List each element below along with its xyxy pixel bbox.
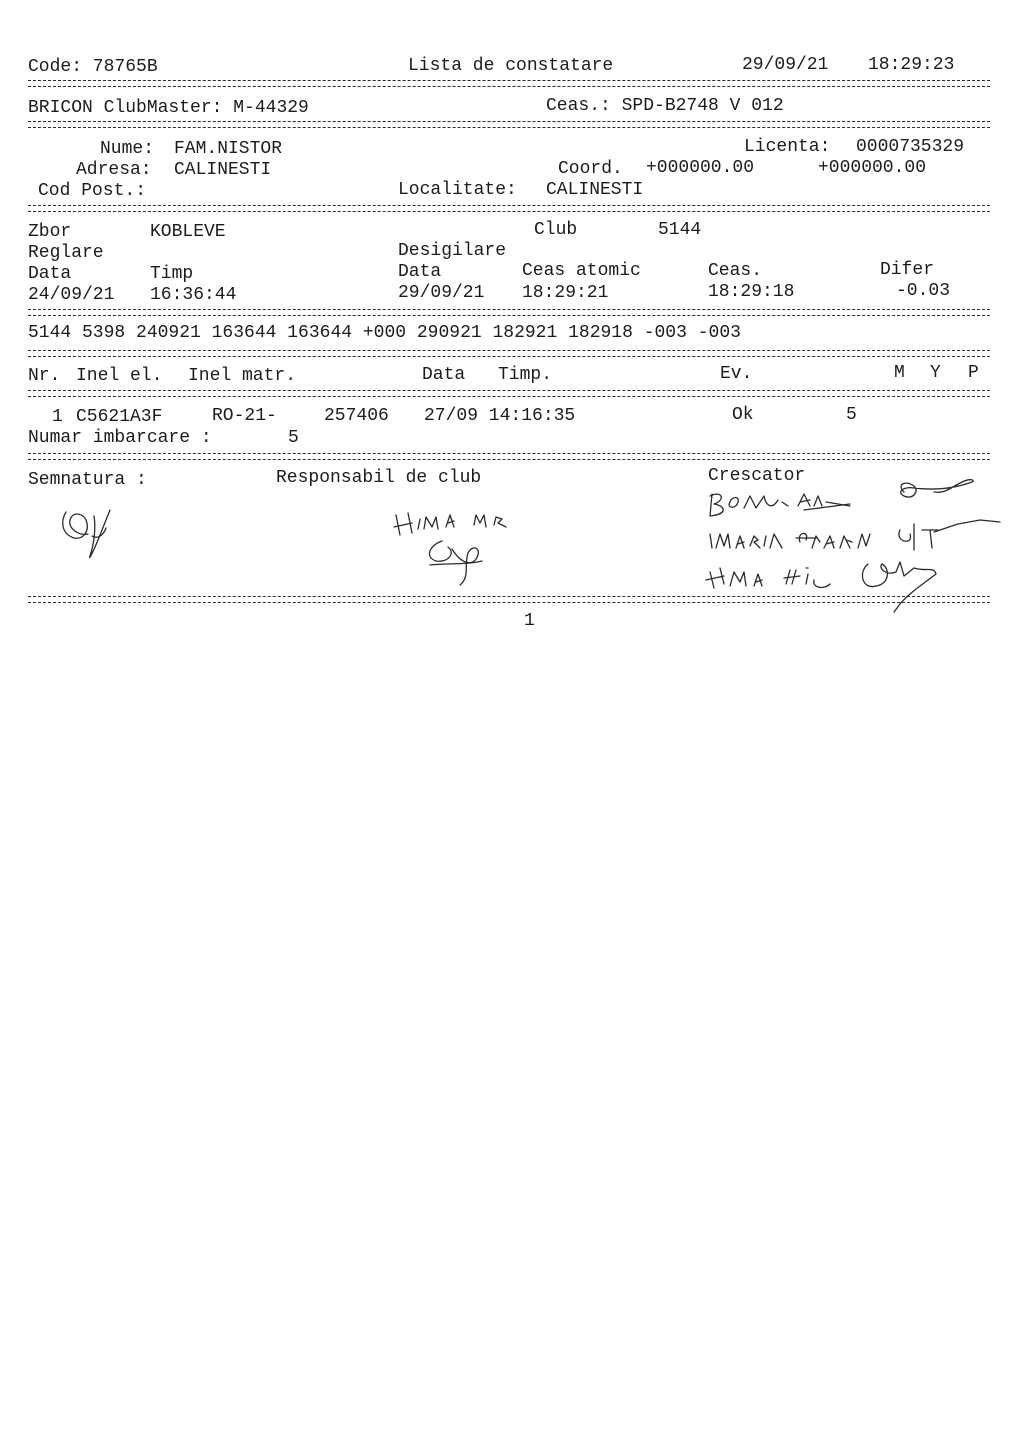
document-code: Code: 78765B bbox=[28, 57, 158, 77]
clock-label: Ceas. bbox=[708, 261, 763, 281]
setting-label: Reglare bbox=[28, 243, 104, 263]
row-nr: 1 bbox=[52, 407, 63, 427]
separator bbox=[28, 602, 990, 603]
difference-label: Difer bbox=[880, 260, 935, 280]
unsealing-date: 29/09/21 bbox=[398, 283, 485, 303]
col-header-ring-el: Inel el. bbox=[76, 366, 163, 386]
licence-number: 0000735329 bbox=[856, 137, 965, 157]
row-ev: Ok bbox=[732, 405, 754, 425]
signature-label: Semnatura : bbox=[28, 470, 147, 490]
clock-id: Ceas.: SPD-B2748 V 012 bbox=[546, 96, 784, 116]
setting-time: 16:36:44 bbox=[150, 285, 237, 305]
address-label: Adresa: bbox=[76, 160, 152, 180]
postcode-label: Cod Post.: bbox=[38, 181, 147, 201]
clock-code-line: 5144 5398 240921 163644 163644 +000 290921 182921 182918 -003 -003 bbox=[28, 323, 741, 343]
col-header-m: M bbox=[894, 363, 905, 383]
separator bbox=[28, 315, 990, 316]
print-time: 18:29:23 bbox=[868, 55, 955, 75]
separator bbox=[28, 309, 990, 310]
coord-label: Coord. bbox=[558, 159, 623, 179]
separator bbox=[28, 80, 990, 81]
separator bbox=[28, 453, 990, 454]
col-header-time: Timp. bbox=[498, 365, 553, 385]
flight-name: KOBLEVE bbox=[150, 222, 226, 242]
unsealing-date-label: Data bbox=[398, 262, 442, 282]
atomic-time: 18:29:21 bbox=[522, 283, 609, 303]
separator bbox=[28, 390, 990, 391]
club-number: 5144 bbox=[658, 220, 702, 240]
time-difference: -0.03 bbox=[896, 281, 951, 301]
separator bbox=[28, 121, 990, 122]
separator bbox=[28, 350, 990, 351]
owner-address: CALINESTI bbox=[174, 160, 272, 180]
col-header-y: Y bbox=[930, 363, 941, 383]
row-ring-number: 257406 bbox=[324, 406, 389, 426]
setting-time-label: Timp bbox=[150, 264, 194, 284]
boarding-count: 5 bbox=[288, 428, 299, 448]
breeder-label: Crescator bbox=[708, 466, 806, 486]
page-number: 1 bbox=[524, 611, 535, 631]
print-date: 29/09/21 bbox=[742, 55, 829, 75]
owner-name: FAM.NISTOR bbox=[174, 139, 283, 159]
setting-date: 24/09/21 bbox=[28, 285, 115, 305]
name-label: Nume: bbox=[100, 139, 155, 159]
club-responsible-label: Responsabil de club bbox=[276, 468, 482, 488]
row-ring-el: C5621A3F bbox=[76, 407, 163, 427]
boarding-label: Numar imbarcare : bbox=[28, 428, 212, 448]
row-value: 5 bbox=[846, 405, 857, 425]
flight-label: Zbor bbox=[28, 222, 72, 242]
signature-breeder bbox=[700, 472, 1000, 612]
clock-time: 18:29:18 bbox=[708, 282, 795, 302]
document-title: Lista de constatare bbox=[408, 56, 614, 76]
col-header-ring-matr: Inel matr. bbox=[188, 366, 297, 386]
licence-label: Licenta: bbox=[744, 137, 831, 157]
row-ring-prefix: RO-21- bbox=[212, 406, 277, 426]
separator bbox=[28, 356, 990, 357]
clubmaster-id: BRICON ClubMaster: M-44329 bbox=[28, 98, 309, 118]
coord-x: +000000.00 bbox=[646, 158, 755, 178]
separator bbox=[28, 127, 990, 128]
separator bbox=[28, 459, 990, 460]
separator bbox=[28, 211, 990, 212]
col-header-ev: Ev. bbox=[720, 364, 753, 384]
col-header-nr: Nr. bbox=[28, 366, 61, 386]
owner-locality: CALINESTI bbox=[546, 180, 644, 200]
club-label: Club bbox=[534, 220, 578, 240]
separator bbox=[28, 396, 990, 397]
locality-label: Localitate: bbox=[398, 180, 517, 200]
coord-y: +000000.00 bbox=[818, 158, 927, 178]
separator bbox=[28, 596, 990, 597]
col-header-p: P bbox=[968, 363, 979, 383]
row-datetime: 27/09 14:16:35 bbox=[424, 406, 576, 426]
signature-left bbox=[58, 500, 128, 572]
col-header-date: Data bbox=[422, 365, 466, 385]
separator bbox=[28, 205, 990, 206]
setting-date-label: Data bbox=[28, 264, 72, 284]
separator bbox=[28, 86, 990, 87]
unsealing-label: Desigilare bbox=[398, 241, 507, 261]
signature-club-responsible bbox=[390, 505, 540, 585]
atomic-clock-label: Ceas atomic bbox=[522, 261, 641, 281]
